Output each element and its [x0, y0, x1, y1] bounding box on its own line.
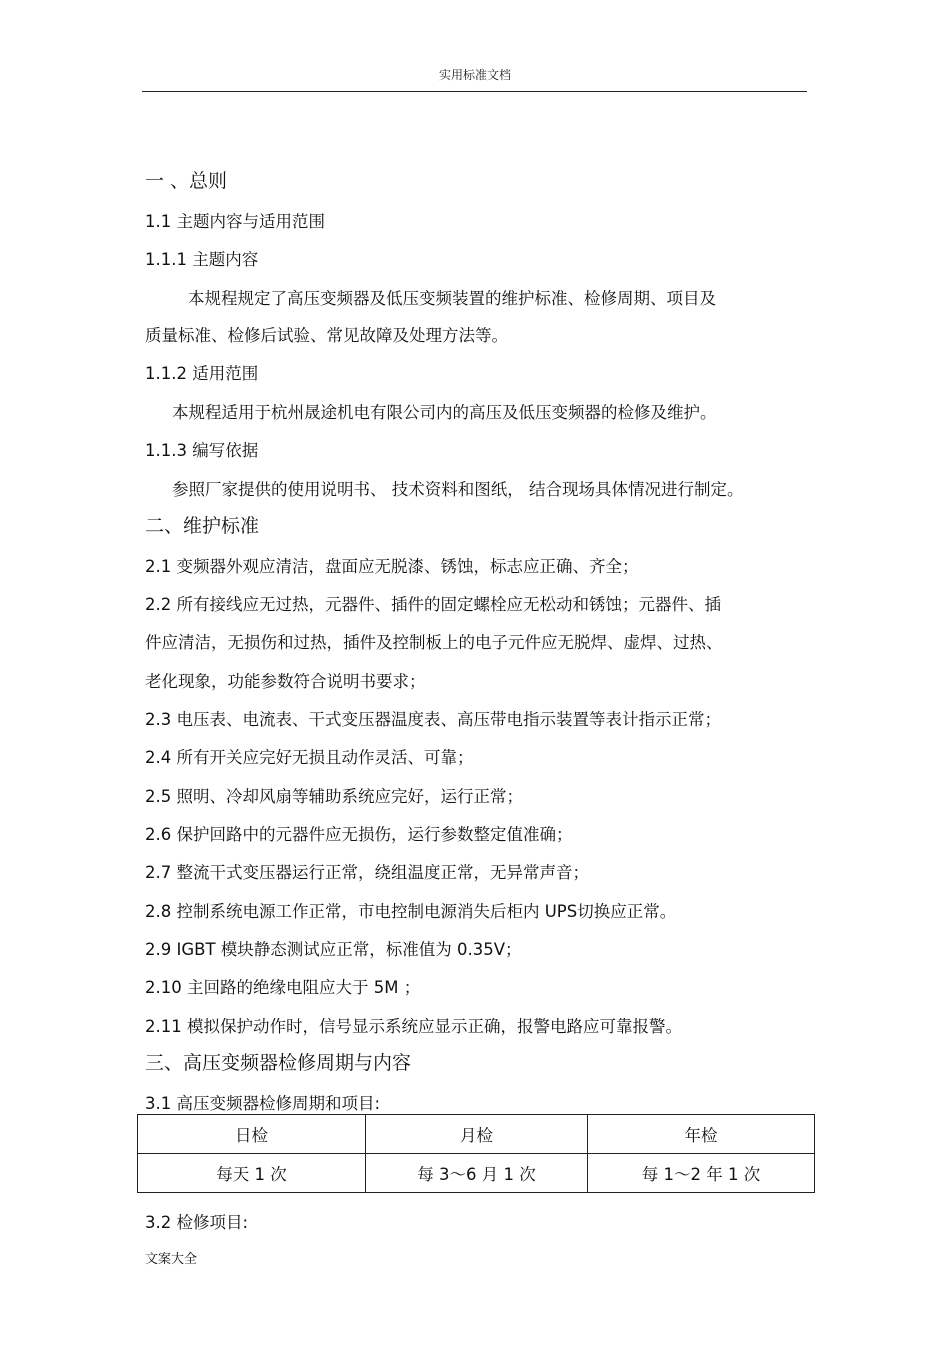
subsection-3-1: 3.1 高压变频器检修周期和项目:	[145, 1094, 381, 1113]
cell-yearly: 每 1～2 年 1 次	[588, 1154, 815, 1193]
page-footer: 文案大全	[145, 1252, 198, 1267]
subsection-1-1-3: 1.1.3 编写依据	[145, 441, 259, 460]
section3-heading: 三、高压变频器检修周期与内容	[145, 1052, 412, 1074]
item-2-4: 2.4 所有开关应完好无损且动作灵活、可靠；	[145, 748, 474, 767]
item-2-9: 2.9 IGBT 模块静态测试应正常，标准值为 0.35V；	[145, 940, 522, 959]
subsection-1-1-1: 1.1.1 主题内容	[145, 250, 259, 269]
cell-monthly: 每 3～6 月 1 次	[366, 1154, 588, 1193]
subsection-3-2: 3.2 检修项目:	[145, 1213, 249, 1232]
section2-heading: 二、维护标准	[145, 515, 260, 537]
section1-heading: 一 、总则	[145, 170, 228, 192]
inspection-schedule-table	[137, 1114, 815, 1193]
item-2-11: 2.11 模拟保护动作时，信号显示系统应显示正确，报警电路应可靠报警。	[145, 1017, 682, 1036]
header-daily: 日检	[138, 1115, 366, 1154]
item-2-2-line3: 老化现象，功能参数符合说明书要求；	[145, 672, 426, 691]
item-2-6: 2.6 保护回路中的元器件应无损伤，运行参数整定值准确；	[145, 825, 573, 844]
paragraph-3: 参照厂家提供的使用说明书、 技术资料和图纸， 结合现场具体情况进行制定。	[172, 480, 744, 499]
subsection-1-1-2: 1.1.2 适用范围	[145, 364, 259, 383]
header-monthly: 月检	[366, 1115, 588, 1154]
item-2-10: 2.10 主回路的绝缘电阻应大于 5M ；	[145, 978, 421, 997]
item-2-5: 2.5 照明、冷却风扇等辅助系统应完好，运行正常；	[145, 787, 523, 806]
header-divider	[142, 91, 807, 92]
item-2-2-line2: 件应清洁，无损伤和过热，插件及控制板上的电子元件应无脱焊、虚焊、过热、	[145, 633, 723, 652]
item-2-7: 2.7 整流干式变压器运行正常，绕组温度正常，无异常声音；	[145, 863, 589, 882]
page-header: 实用标准文档	[438, 68, 511, 82]
item-2-8: 2.8 控制系统电源工作正常，市电控制电源消失后柜内 UPS切换应正常。	[145, 902, 677, 921]
subsection-1-1: 1.1 主题内容与适用范围	[145, 212, 325, 231]
paragraph-1-line2: 质量标准、检修后试验、常见故障及处理方法等。	[145, 326, 508, 345]
paragraph-1-line1: 本规程规定了高压变频器及低压变频装置的维护标准、检修周期、项目及	[188, 289, 716, 308]
item-2-1: 2.1 变频器外观应清洁，盘面应无脱漆、锈蚀，标志应正确、齐全；	[145, 557, 639, 576]
paragraph-2: 本规程适用于杭州晟途机电有限公司内的高压及低压变频器的检修及维护。	[172, 403, 717, 422]
item-2-3: 2.3 电压表、电流表、干式变压器温度表、高压带电指示装置等表计指示正常；	[145, 710, 721, 729]
table-header-row	[138, 1115, 815, 1154]
item-2-2-line1: 2.2 所有接线应无过热，元器件、插件的固定螺栓应无松动和锈蚀；元器件、插	[145, 595, 721, 614]
table-row	[138, 1154, 815, 1193]
header-yearly: 年检	[588, 1115, 815, 1154]
cell-daily: 每天 1 次	[138, 1154, 366, 1193]
